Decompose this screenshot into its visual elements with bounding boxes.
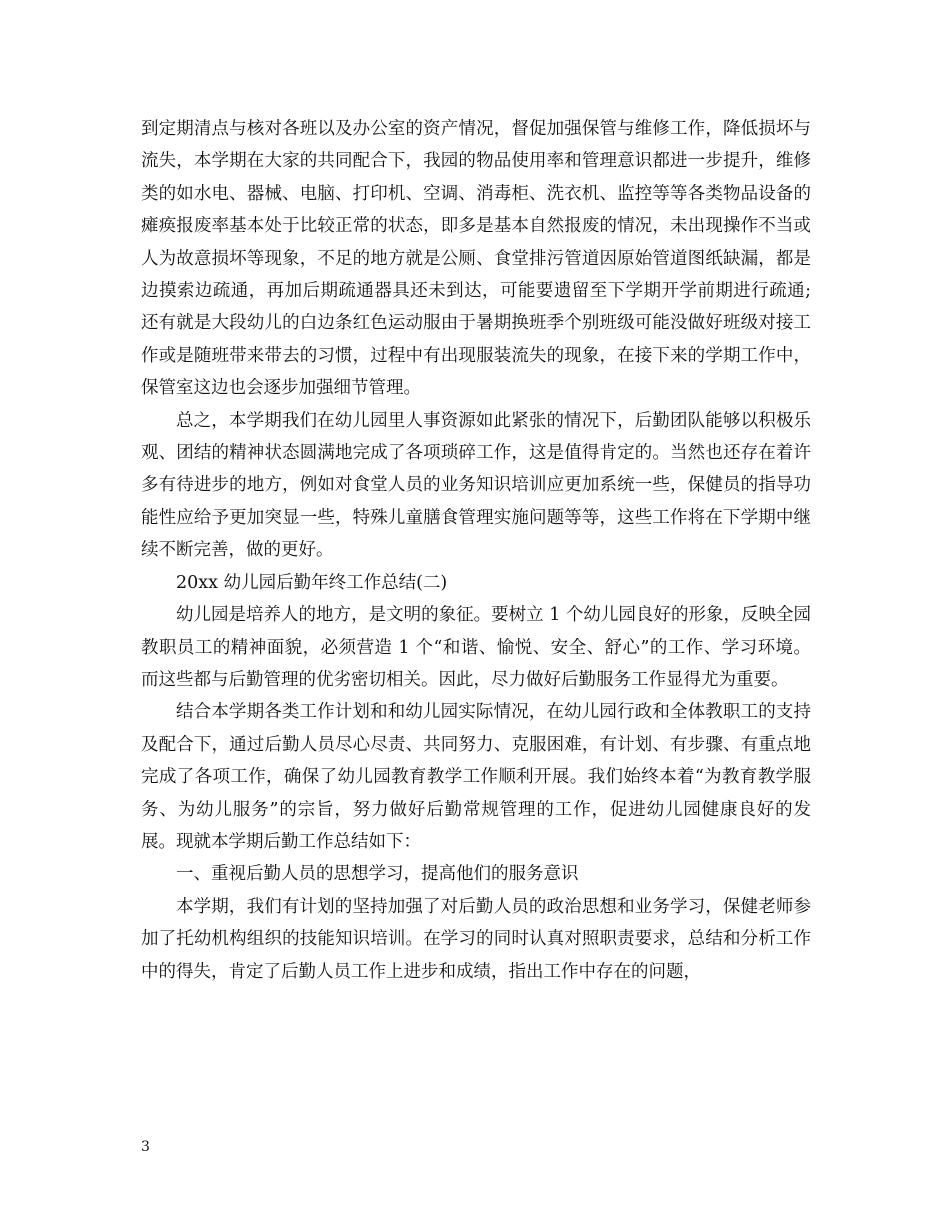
document-body	[141, 113, 811, 988]
paragraph-overview: 结合本学期各类工作计划和和幼儿园实际情况，在幼儿园行政和全体教职工的支持及配合下，通过后勤人员尽心尽责、共同努力、克服困难，有计划、有步骤、有重点地完成了各项工作，确保了幼儿园教育教学工作顺利开展。我们始终本着“为教育教学服务、为幼儿服务”的宗旨，努力做好后勤常规管理的工作，促进幼儿园健康良好的发展。现就本学期后勤工作总结如下：	[141, 702, 811, 852]
section-title: 20xx 幼儿园后勤年终工作总结(二)	[176, 572, 448, 593]
page-number: 3	[141, 1139, 150, 1155]
paragraph-continuation: 到定期清点与核对各班以及办公室的资产情况，督促加强保管与维修工作，降低损坏与流失，本学期在大家的共同配合下，我园的物品使用率和管理意识都进一步提升，维修类的如水电、器械、电脑、打印机、空调、消毒柜、洗衣机、监控等等各类物品设备的瘫痪报废率基本处于比较正常的状态，即多是基本自然报废的情况，未出现操作不当或人为故意损坏等现象，不足的地方就是公厕、食堂排污管道因原始管道图纸缺漏，都是边摸索边疏通，再加后期疏通器具还未到达，可能要遗留至下学期开学前期进行疏通;还有就是大段幼儿的白边条红色运动服由于暑期换班季个别班级可能没做好班级对接工作或是随班带来带去的习惯，过程中有出现服装流失的现象，在接下来的学期工作中，保管室这边也会逐步加强细节管理。	[141, 119, 811, 399]
paragraph-study: 本学期，我们有计划的坚持加强了对后勤人员的政治思想和业务学习，保健老师参加了托幼机构组织的技能知识培训。在学习的同时认真对照职责要求，总结和分析工作中的得失，肯定了后勤人员工作上进步和成绩，指出工作中存在的问题，	[141, 896, 811, 982]
paragraph-summary: 总之，本学期我们在幼儿园里人事资源如此紧张的情况下，后勤团队能够以积极乐观、团结的精神状态圆满地完成了各项琐碎工作，这是值得肯定的。当然也还存在着许多有待进步的地方，例如对食堂人员的业务知识培训应更加系统一些，保健员的指导功能性应给予更加突显一些，特殊儿童膳食管理实施问题等等，这些工作将在下学期中继续不断完善，做的更好。	[141, 410, 811, 561]
paragraph-intro: 幼儿园是培养人的地方，是文明的象征。要树立 1 个幼儿园良好的形象，反映全园教职员工的精神面貌，必须营造 1 个“和谐、愉悦、安全、舒心”的工作、学习环境。而这些都与后勤管理的优劣密切相关。因此，尽力做好后勤服务工作显得尤为重要。	[141, 605, 811, 690]
section-heading-one: 一、重视后勤人员的思想学习，提高他们的服务意识	[176, 864, 579, 885]
